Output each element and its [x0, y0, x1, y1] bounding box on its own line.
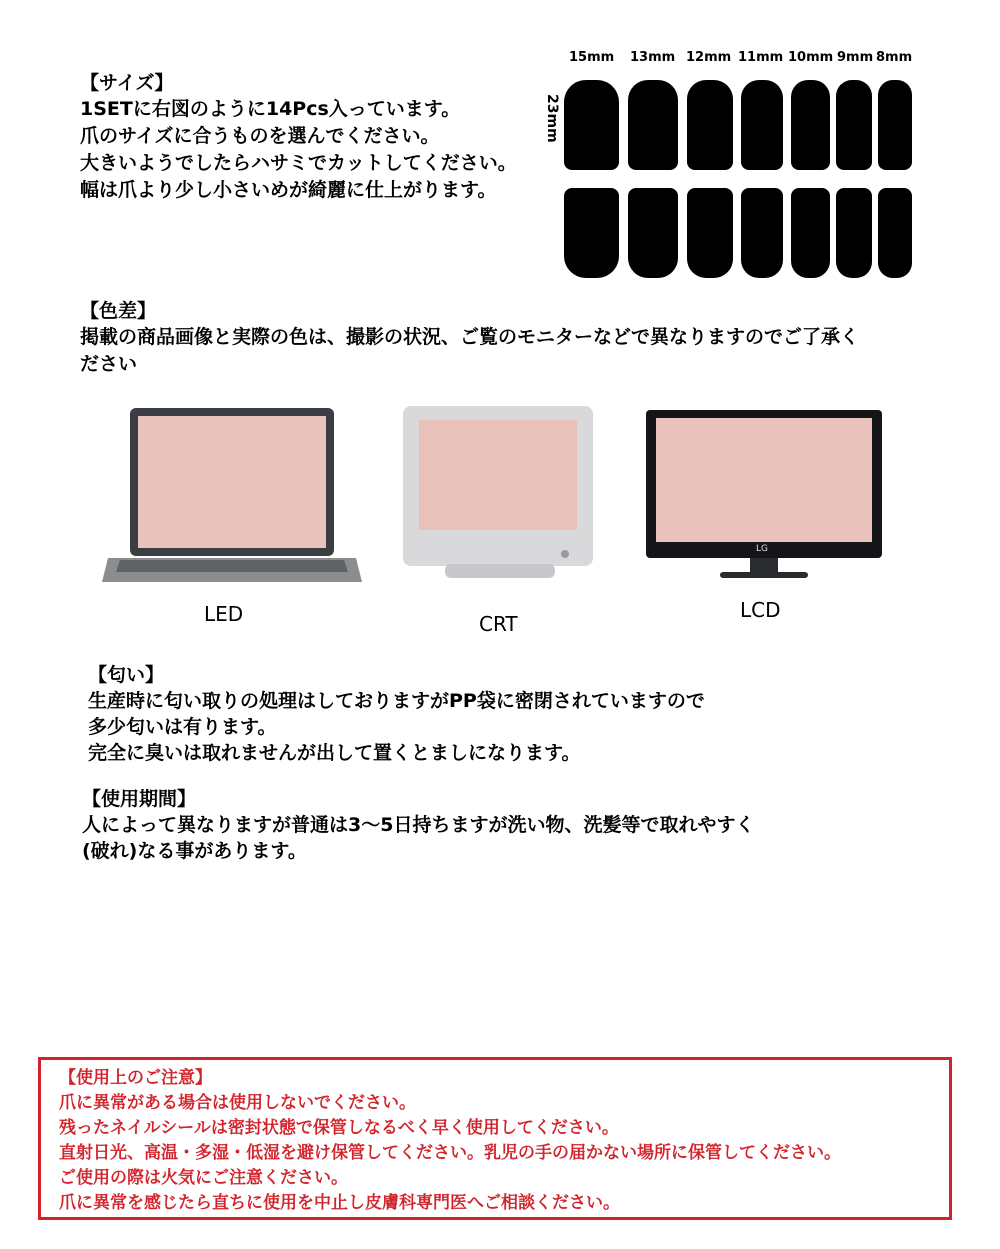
- nail-shape: [564, 80, 619, 170]
- period-heading: 【使用期間】: [82, 788, 197, 810]
- size-line-3: 大きいようでしたらハサミでカットしてください。: [80, 152, 517, 174]
- caution-box: [38, 1057, 952, 1220]
- color-line-1: 掲載の商品画像と実際の色は、撮影の状況、ご覧のモニターなどで異なりますのでご了承く: [80, 326, 860, 348]
- crt-panel: [395, 386, 605, 636]
- nail-shape: [791, 188, 830, 278]
- led-label: LED: [204, 602, 244, 626]
- nail-width-label: 13mm: [630, 50, 676, 65]
- caution-heading: 【使用上のご注意】: [59, 1068, 212, 1088]
- laptop-panel: [92, 386, 372, 636]
- period-line-2: (破れ)なる事があります。: [82, 840, 307, 862]
- nail-shape: [741, 188, 783, 278]
- nail-width-label: 10mm: [788, 50, 834, 65]
- color-line-2: ださい: [80, 353, 138, 375]
- nail-size-chart: [542, 44, 922, 284]
- nail-shape: [836, 80, 872, 170]
- nail-width-label: 12mm: [686, 50, 732, 65]
- nail-shape: [628, 188, 678, 278]
- nail-width-label: 15mm: [569, 50, 615, 65]
- nail-width-label: 9mm: [837, 50, 874, 65]
- nail-shape: [628, 80, 678, 170]
- crt-label: CRT: [479, 612, 518, 636]
- size-line-4: 幅は爪より少し小さいめが綺麗に仕上がります。: [80, 179, 497, 201]
- nail-shape: [878, 188, 912, 278]
- nail-shape: [791, 80, 830, 170]
- nail-shape: [836, 188, 872, 278]
- nail-width-label: 8mm: [876, 50, 913, 65]
- smell-line-3: 完全に臭いは取れませんが出して置くとましになります。: [88, 742, 581, 764]
- size-line-2: 爪のサイズに合うものを選んでください。: [80, 125, 440, 147]
- crt-image: [395, 386, 605, 596]
- period-line-1: 人によって異なりますが普通は3～5日持ちますが洗い物、洗髪等で取れやすく: [82, 814, 755, 836]
- lcd-label: LCD: [740, 598, 781, 622]
- nail-width-label: 11mm: [738, 50, 784, 65]
- laptop-image: [92, 386, 372, 586]
- smell-line-2: 多少匂いは有ります。: [88, 716, 277, 738]
- caution-line-3: 直射日光、高温・多湿・低湿を避け保管してください。乳児の手の届かない場所に保管してください。: [59, 1143, 841, 1163]
- caution-line-5: 爪に異常を感じたら直ちに使用を中止し皮膚科専門医へご相談ください。: [59, 1193, 620, 1213]
- size-heading: 【サイズ】: [80, 72, 174, 94]
- color-heading: 【色差】: [80, 300, 157, 322]
- lcd-image: [640, 386, 890, 586]
- size-line-1: 1SETに右図のように14Pcs入っています。: [80, 98, 461, 120]
- caution-line-4: ご使用の際は火気にご注意ください。: [59, 1168, 348, 1188]
- smell-line-1: 生産時に匂い取りの処理はしておりますがPP袋に密閉されていますので: [88, 690, 705, 712]
- nail-shape: [878, 80, 912, 170]
- nail-shape: [687, 188, 733, 278]
- lg-logo: LG: [756, 544, 768, 554]
- caution-line-2: 残ったネイルシールは密封状態で保管しなるべく早く使用してください。: [59, 1118, 619, 1138]
- nail-length-label: 23mm: [544, 94, 560, 143]
- caution-line-1: 爪に異常がある場合は使用しないでください。: [59, 1093, 416, 1113]
- nail-shape: [687, 80, 733, 170]
- smell-heading: 【匂い】: [88, 664, 165, 686]
- lcd-panel: [640, 386, 890, 636]
- nail-shape: [741, 80, 783, 170]
- nail-shape: [564, 188, 619, 278]
